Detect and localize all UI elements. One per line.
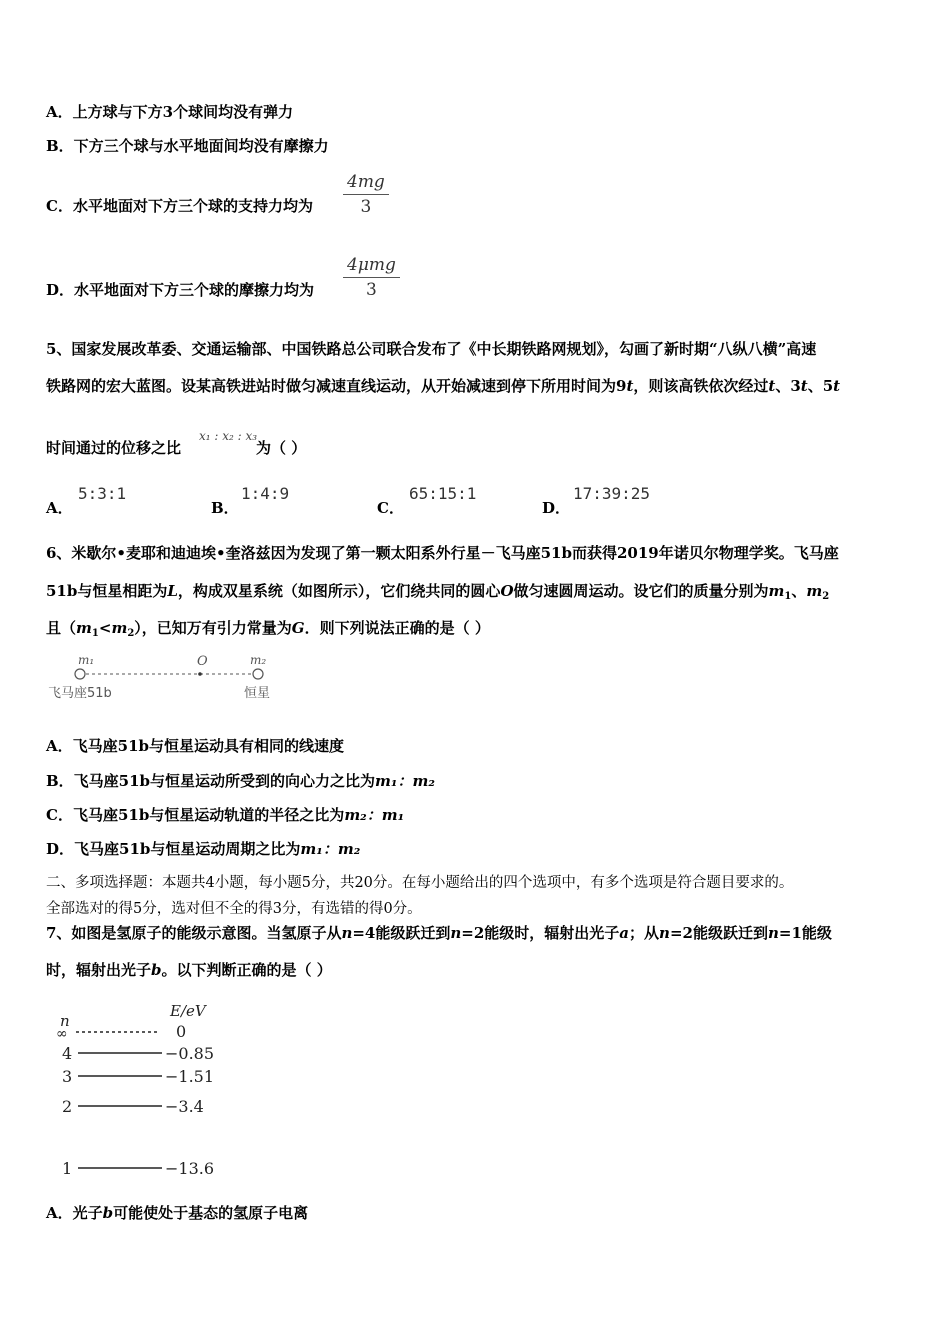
- fraction-denominator: 3: [360, 197, 372, 217]
- q7-option-a: A．光子b可能使处于基态的氢原子电离: [46, 1204, 309, 1222]
- q4-option-a: A．上方球与下方3个球间均没有弹力: [46, 103, 294, 121]
- m1-label: m₁: [78, 653, 95, 667]
- level-3-energy: −1.51: [165, 1067, 215, 1086]
- section2-heading-line2: 全部选对的得5分，选对但不全的得3分，有选错的得0分。: [46, 901, 422, 917]
- q5-option-c-value: 65:15:1: [409, 484, 477, 503]
- m2-label: m₂: [250, 653, 267, 667]
- star-label: 恒星: [244, 686, 271, 701]
- center-o-label: O: [197, 654, 208, 669]
- q6-stem-line1: 6、米歇尔•麦耶和迪迪埃•奎洛兹因为发现了第一颗太阳系外行星－飞马座51b而获得2019年诺贝尔物理学奖。飞马座: [46, 544, 839, 562]
- fraction-numerator: 4μmg: [343, 255, 400, 278]
- level-3-n: 3: [62, 1067, 73, 1086]
- q6-option-a: A．飞马座51b与恒星运动具有相同的线速度: [46, 737, 345, 755]
- level-2-energy: −3.4: [165, 1097, 204, 1116]
- section2-heading-line1: 二、多项选择题：本题共4小题，每小题5分，共20分。在每小题给出的四个选项中，有多个选项是符合题目要求的。: [46, 875, 794, 891]
- level-1-n: 1: [62, 1159, 73, 1178]
- q7-stem-line1: 7、如图是氢原子的能级示意图。当氢原子从n=4能级跃迁到n=2能级时，辐射出光子a；从n=2能级跃迁到n=1能级: [46, 924, 832, 942]
- level-4-energy: −0.85: [165, 1044, 215, 1063]
- q4-option-b: B．下方三个球与水平地面间均没有摩擦力: [46, 137, 329, 155]
- q5-option-c-letter: C．: [377, 499, 404, 517]
- q5-option-d-value: 17:39:25: [573, 484, 651, 503]
- q5-option-a-value: 5:3:1: [78, 484, 127, 503]
- q7-stem-line2: 时，辐射出光子b。以下判断正确的是（ ）: [46, 961, 332, 979]
- q5-stem-line2: 铁路网的宏大蓝图。设某高铁进站时做匀减速直线运动，从开始减速到停下所用时间为9t，则该高铁依次经过t、3t、5t: [46, 377, 841, 395]
- energy-level-diagram: [52, 998, 232, 1183]
- q5-option-b-value: 1:4:9: [241, 484, 290, 503]
- q5-option-d-letter: D．: [542, 499, 571, 517]
- q5-stem-line3: 时间通过的位移之比 为（ ）: [46, 439, 307, 457]
- planet-circle: [75, 669, 85, 679]
- q6-stem-line3: 且$(m_1<m_2)$，已知万有引力常量为G．则下列说法正确的是（ ）: [46, 619, 490, 639]
- level-inf-n: ∞: [56, 1026, 68, 1042]
- energy-axis-label: E/eV: [170, 1002, 206, 1020]
- q6-option-b: B．飞马座51b与恒星运动所受到的向心力之比为m₁：m₂: [46, 772, 435, 790]
- level-4-n: 4: [62, 1044, 73, 1063]
- q4-option-c-fraction: [343, 172, 389, 217]
- q5-option-a-letter: A．: [46, 499, 73, 517]
- q6-option-c: C．飞马座51b与恒星运动轨道的半径之比为m₂：m₁: [46, 806, 405, 824]
- q4-option-d-fraction: [343, 255, 400, 300]
- fraction-numerator: 4mg: [343, 172, 389, 195]
- q6-option-d: D．飞马座51b与恒星运动周期之比为m₁：m₂: [46, 840, 361, 858]
- star-circle: [253, 669, 263, 679]
- n-axis-label: n: [60, 1012, 70, 1030]
- level-inf-energy: 0: [176, 1022, 187, 1041]
- planet-label: 飞马座51b: [48, 686, 112, 701]
- q5-ratio-expression: x₁ : x₂ : x₃: [199, 429, 258, 443]
- fraction-denominator: 3: [366, 280, 377, 300]
- level-2-n: 2: [62, 1097, 73, 1116]
- q5-option-b-letter: B．: [211, 499, 239, 517]
- level-1-energy: −13.6: [165, 1159, 215, 1178]
- q4-option-d: D．水平地面对下方三个球的摩擦力均为: [46, 281, 315, 299]
- binary-star-diagram: [40, 648, 290, 704]
- q6-stem-line2: 51b与恒星相距为L，构成双星系统（如图所示），它们绕共同的圆心O做匀速圆周运动。设它们的质量分别为$m_1$、$m_2$: [46, 582, 830, 602]
- q5-stem-line1: 5、国家发展改革委、交通运输部、中国铁路总公司联合发布了《中长期铁路网规划》，勾画了新时期“八纵八横”高速: [46, 340, 817, 358]
- center-point: [198, 672, 202, 676]
- q4-option-c: C．水平地面对下方三个球的支持力均为: [46, 197, 313, 215]
